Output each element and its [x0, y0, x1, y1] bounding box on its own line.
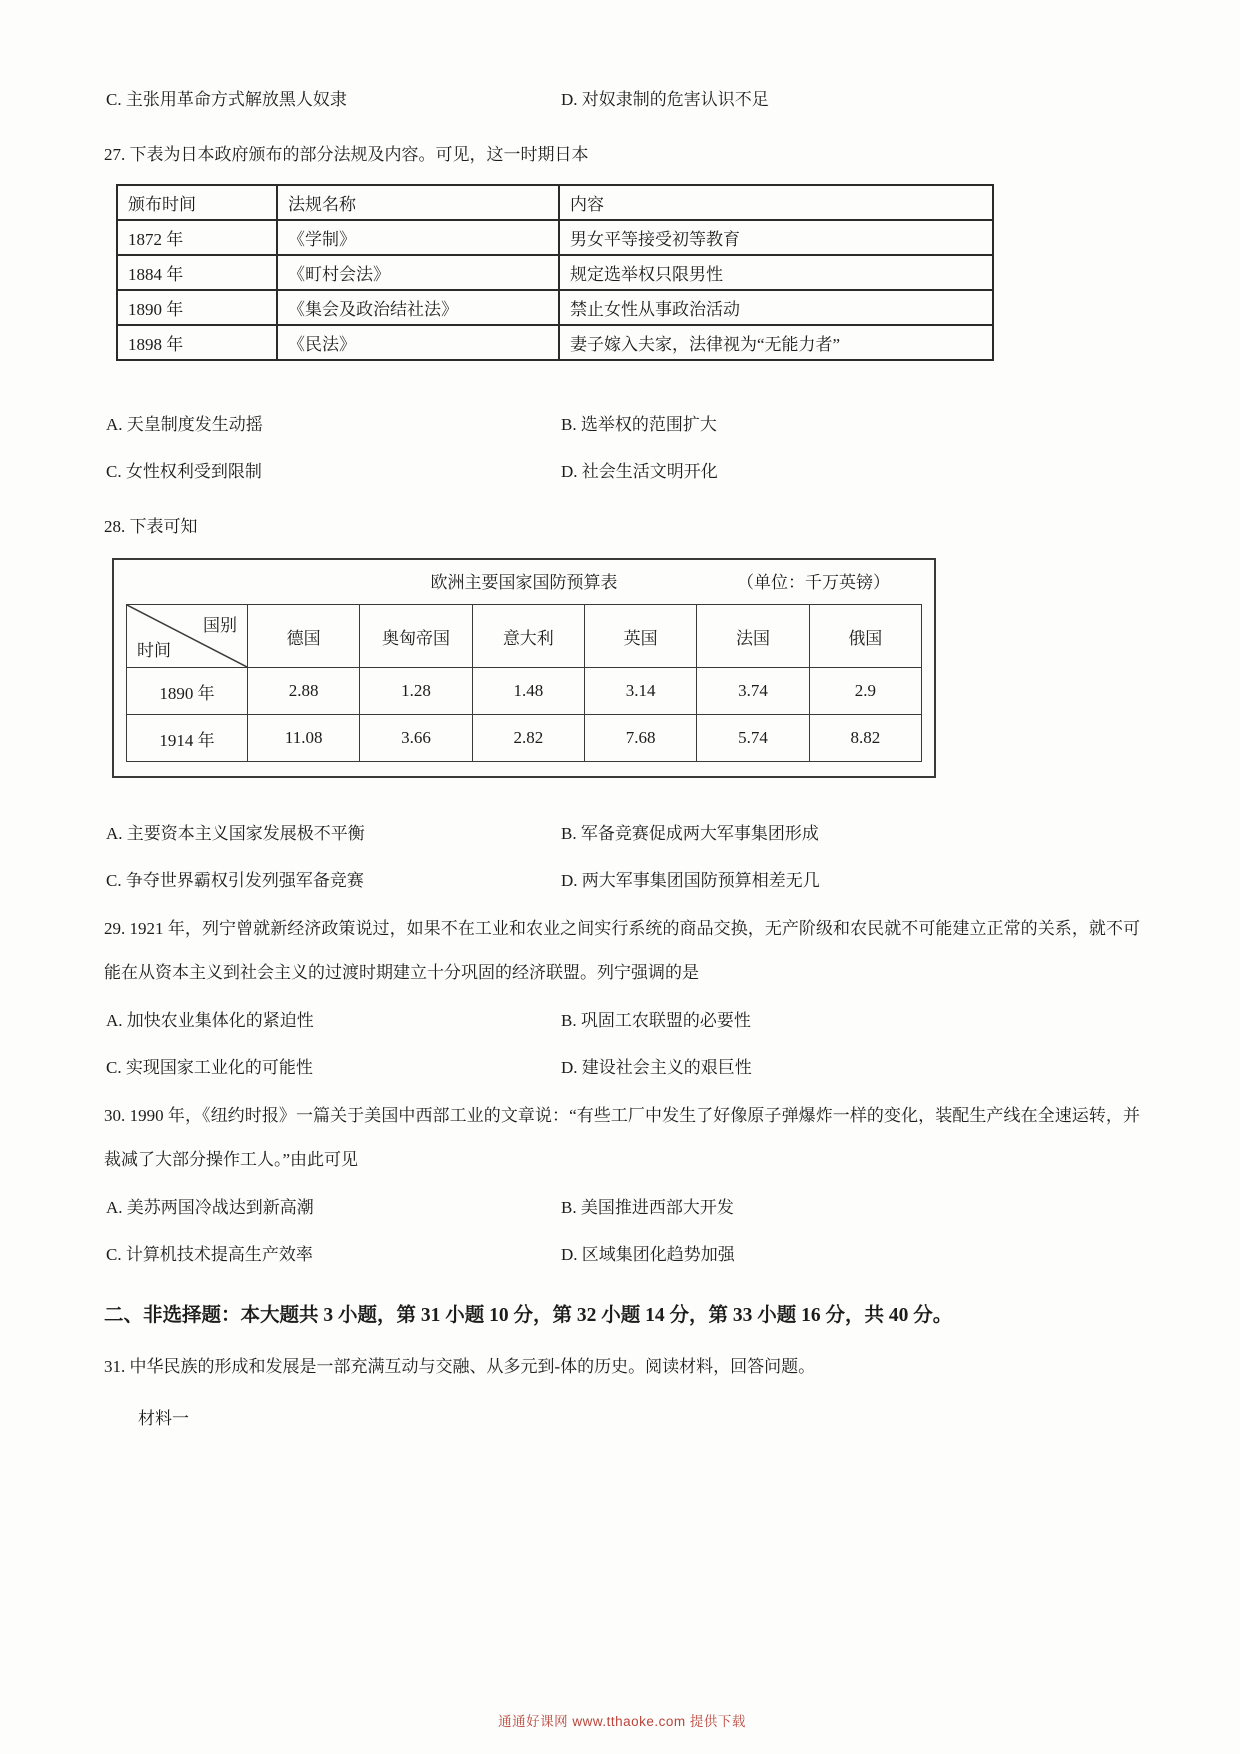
page-footer	[104, 1710, 1140, 1736]
table-cell: 男女平等接受初等教育	[559, 220, 993, 255]
material-one-label: 材料一	[138, 1409, 189, 1428]
exam-content	[104, 88, 1140, 1710]
table-header-cell: 德国	[248, 605, 360, 668]
table-cell: 5.74	[697, 715, 809, 762]
table-cell: 8.82	[809, 715, 921, 762]
option-c: C. 计算机技术提高生产效率	[106, 1245, 313, 1264]
table-header-cell: 法国	[697, 605, 809, 668]
option-a: A. 美苏两国冷战达到新高潮	[106, 1198, 314, 1217]
q27-options	[106, 413, 1140, 484]
table-cell: 3.14	[584, 668, 696, 715]
q27-table	[116, 184, 994, 361]
table-header-cell: 意大利	[472, 605, 584, 668]
q28-stem: 28. 下表可知	[104, 517, 198, 536]
option-c: C. 女性权利受到限制	[106, 462, 262, 481]
q27-stem: 27. 下表为日本政府颁布的部分法规及内容。可见，这一时期日本	[104, 145, 589, 164]
table-cell: 1872 年	[117, 220, 277, 255]
table-cell: 1890 年	[117, 290, 277, 325]
q26-options-row	[106, 88, 1140, 112]
table-cell: 禁止女性从事政治活动	[559, 290, 993, 325]
year-cell: 1914 年	[127, 715, 248, 762]
table-header-cell: 英国	[584, 605, 696, 668]
option-b: B. 美国推进西部大开发	[561, 1198, 734, 1217]
option-d: D. 两大军事集团国防预算相差无几	[561, 871, 820, 890]
table-header-cell: 俄国	[809, 605, 921, 668]
table-cell: 2.9	[809, 668, 921, 715]
option-b: B. 选举权的范围扩大	[561, 415, 717, 434]
option-a: A. 加快农业集体化的紧迫性	[106, 1011, 314, 1030]
q28-table-box	[112, 558, 936, 778]
table-cell: 1898 年	[117, 325, 277, 360]
q29-options	[106, 1009, 1140, 1080]
q28-options	[106, 822, 1140, 893]
table-cell: 3.66	[360, 715, 472, 762]
option-a: A. 主要资本主义国家发展极不平衡	[106, 824, 365, 843]
table-cell: 2.82	[472, 715, 584, 762]
table-cell: 规定选举权只限男性	[559, 255, 993, 290]
table-row	[127, 715, 922, 762]
table-row	[117, 290, 993, 325]
table-header-cell: 内容	[559, 185, 993, 220]
table-cell: 3.74	[697, 668, 809, 715]
table-cell: 妻子嫁入夫家，法律视为“无能力者”	[559, 325, 993, 360]
table-row	[117, 220, 993, 255]
table-header-cell: 奥匈帝国	[360, 605, 472, 668]
table-header-cell: 颁布时间	[117, 185, 277, 220]
table-row	[117, 255, 993, 290]
year-cell: 1890 年	[127, 668, 248, 715]
option-d: D. 对奴隶制的危害认识不足	[561, 90, 769, 109]
q31-stem: 31. 中华民族的形成和发展是一部充满互动与交融、从多元到-体的历史。阅读材料，回答问题。	[104, 1357, 816, 1376]
corner-label-country: 国别	[203, 616, 237, 635]
table-header-row	[117, 185, 993, 220]
section2-heading: 二、非选择题：本大题共 3 小题，第 31 小题 10 分，第 32 小题 14 分，第 33 小题 16 分，共 40 分。	[104, 1305, 953, 1326]
option-b: B. 军备竞赛促成两大军事集团形成	[561, 824, 819, 843]
budget-table-title: 欧洲主要国家国防预算表	[430, 573, 618, 592]
table-cell: 1.28	[360, 668, 472, 715]
option-d: D. 建设社会主义的艰巨性	[561, 1058, 752, 1077]
corner-label-time: 时间	[137, 641, 171, 660]
option-c: C. 实现国家工业化的可能性	[106, 1058, 313, 1077]
table-header-cell: 法规名称	[277, 185, 559, 220]
option-b: B. 巩固工农联盟的必要性	[561, 1011, 751, 1030]
table-cell: 《町村会法》	[277, 255, 559, 290]
table-cell: 2.88	[248, 668, 360, 715]
option-d: D. 社会生活文明开化	[561, 462, 718, 481]
q29-stem: 29. 1921 年，列宁曾就新经济政策说过，如果不在工业和农业之间实行系统的商品交换，无产阶级和农民就不可能建立正常的关系，就不可能在从资本主义到社会主义的过渡时期建立十分巩固的经济联盟。列宁强调的是	[104, 919, 1140, 982]
table-cell: 11.08	[248, 715, 360, 762]
table-cell: 1.48	[472, 668, 584, 715]
budget-table-unit: （单位：千万英镑）	[737, 573, 890, 592]
table-cell: 《民法》	[277, 325, 559, 360]
q30-stem: 30. 1990 年，《纽约时报》一篇关于美国中西部工业的文章说：“有些工厂中发生了好像原子弹爆炸一样的变化，装配生产线在全速运转，并裁减了大部分操作工人。”由此可见	[104, 1106, 1140, 1169]
table-cell: 1884 年	[117, 255, 277, 290]
table-row	[117, 325, 993, 360]
table-cell: 《集会及政治结社法》	[277, 290, 559, 325]
table-row	[127, 668, 922, 715]
budget-table-title-row	[126, 570, 922, 596]
option-a: A. 天皇制度发生动摇	[106, 415, 263, 434]
option-d: D. 区域集团化趋势加强	[561, 1245, 735, 1264]
q28-table	[126, 604, 922, 762]
footer-text: 通通好课网 www.tthaoke.com 提供下载	[498, 1714, 746, 1729]
q30-options	[106, 1196, 1140, 1267]
corner-cell	[127, 605, 248, 668]
table-header-row	[127, 605, 922, 668]
table-cell: 《学制》	[277, 220, 559, 255]
option-c: C. 主张用革命方式解放黑人奴隶	[106, 90, 347, 109]
option-c: C. 争夺世界霸权引发列强军备竞赛	[106, 871, 364, 890]
table-cell: 7.68	[584, 715, 696, 762]
